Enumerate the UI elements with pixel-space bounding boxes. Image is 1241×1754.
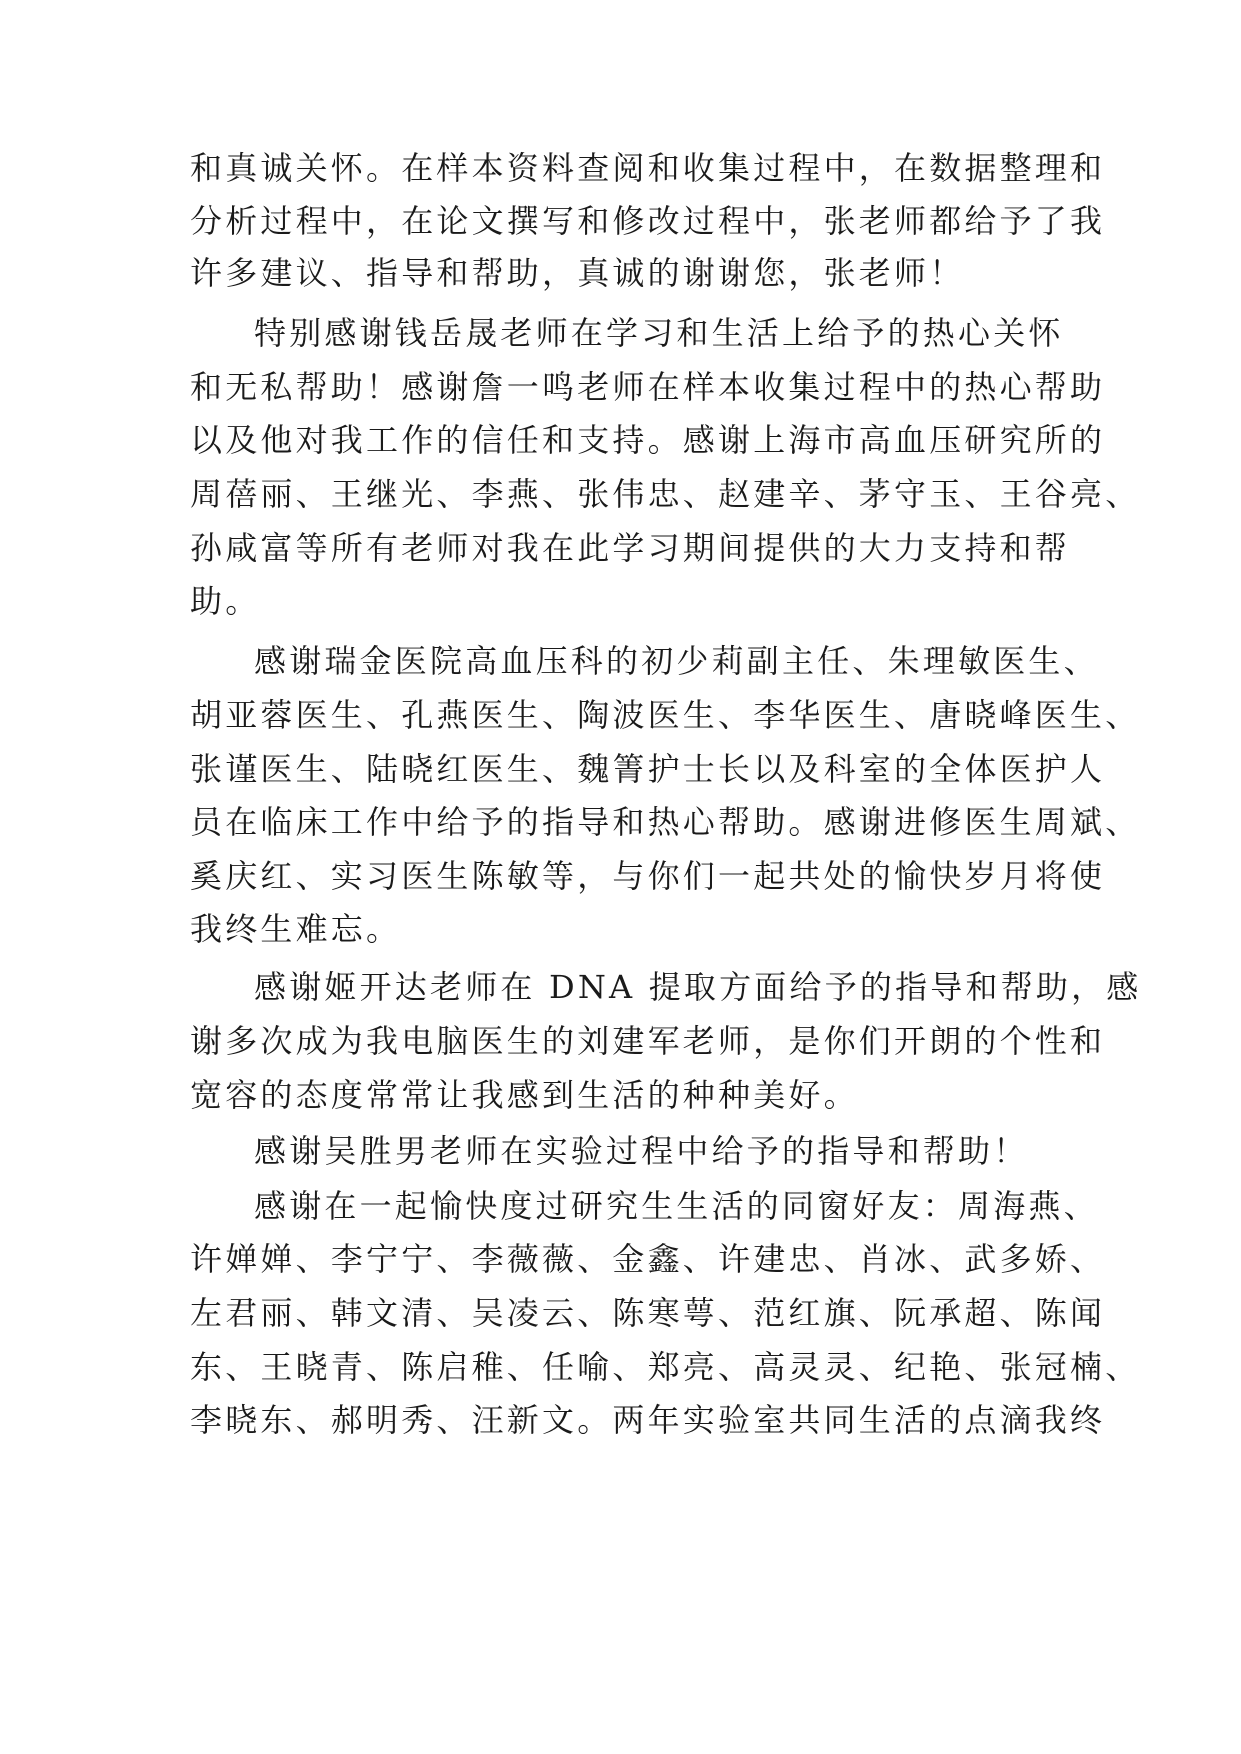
paragraph-first-line: 感谢姬开达老师在 DNA 提取方面给予的指导和帮助，感 [254, 968, 1142, 1006]
text-line: 我终生难忘。 [190, 910, 402, 948]
text-line: 左君丽、韩文清、吴凌云、陈寒萼、范红旗、阮承超、陈闻 [190, 1294, 1106, 1332]
text-line: 奚庆红、实习医生陈敏等，与你们一起共处的愉快岁月将使 [190, 857, 1106, 895]
text-line: 胡亚蓉医生、孔燕医生、陶波医生、李华医生、唐晓峰医生、 [190, 696, 1141, 734]
text-line: 孙咸富等所有老师对我在此学习期间提供的大力支持和帮 [190, 529, 1071, 567]
text-line: 宽容的态度常常让我感到生活的种种美好。 [190, 1076, 859, 1114]
text-line: 谢多次成为我电脑医生的刘建军老师，是你们开朗的个性和 [190, 1022, 1106, 1060]
text-line: 许婵婵、李宁宁、李薇薇、金鑫、许建忠、肖冰、武多娇、 [190, 1240, 1106, 1278]
text-line: 以及他对我工作的信任和支持。感谢上海市高血压研究所的 [190, 421, 1106, 459]
paragraph-first-line: 感谢瑞金医院高血压科的初少莉副主任、朱理敏医生、 [254, 642, 1099, 680]
text-line: 许多建议、指导和帮助，真诚的谢谢您，张老师！ [190, 254, 965, 292]
paragraph-first-line: 感谢在一起愉快度过研究生生活的同窗好友：周海燕、 [254, 1187, 1099, 1225]
paragraph-first-line: 感谢吴胜男老师在实验过程中给予的指导和帮助！ [254, 1132, 1029, 1170]
text-line: 周蓓丽、王继光、李燕、张伟忠、赵建辛、茅守玉、王谷亮、 [190, 475, 1141, 513]
text-line: 助。 [190, 582, 261, 620]
text-line: 张谨医生、陆晓红医生、魏箐护士长以及科室的全体医护人 [190, 750, 1106, 788]
text-line: 李晓东、郝明秀、汪新文。两年实验室共同生活的点滴我终 [190, 1401, 1106, 1439]
text-line: 和真诚关怀。在样本资料查阅和收集过程中，在数据整理和 [190, 149, 1106, 187]
text-line: 和无私帮助！感谢詹一鸣老师在样本收集过程中的热心帮助 [190, 368, 1106, 406]
text-line: 分析过程中，在论文撰写和修改过程中，张老师都给予了我 [190, 202, 1106, 240]
text-line: 员在临床工作中给予的指导和热心帮助。感谢进修医生周斌、 [190, 803, 1141, 841]
text-line: 东、王晓青、陈启稚、任喻、郑亮、高灵灵、纪艳、张冠楠、 [190, 1348, 1141, 1386]
paragraph-first-line: 特别感谢钱岳晟老师在学习和生活上给予的热心关怀 [254, 314, 1064, 352]
